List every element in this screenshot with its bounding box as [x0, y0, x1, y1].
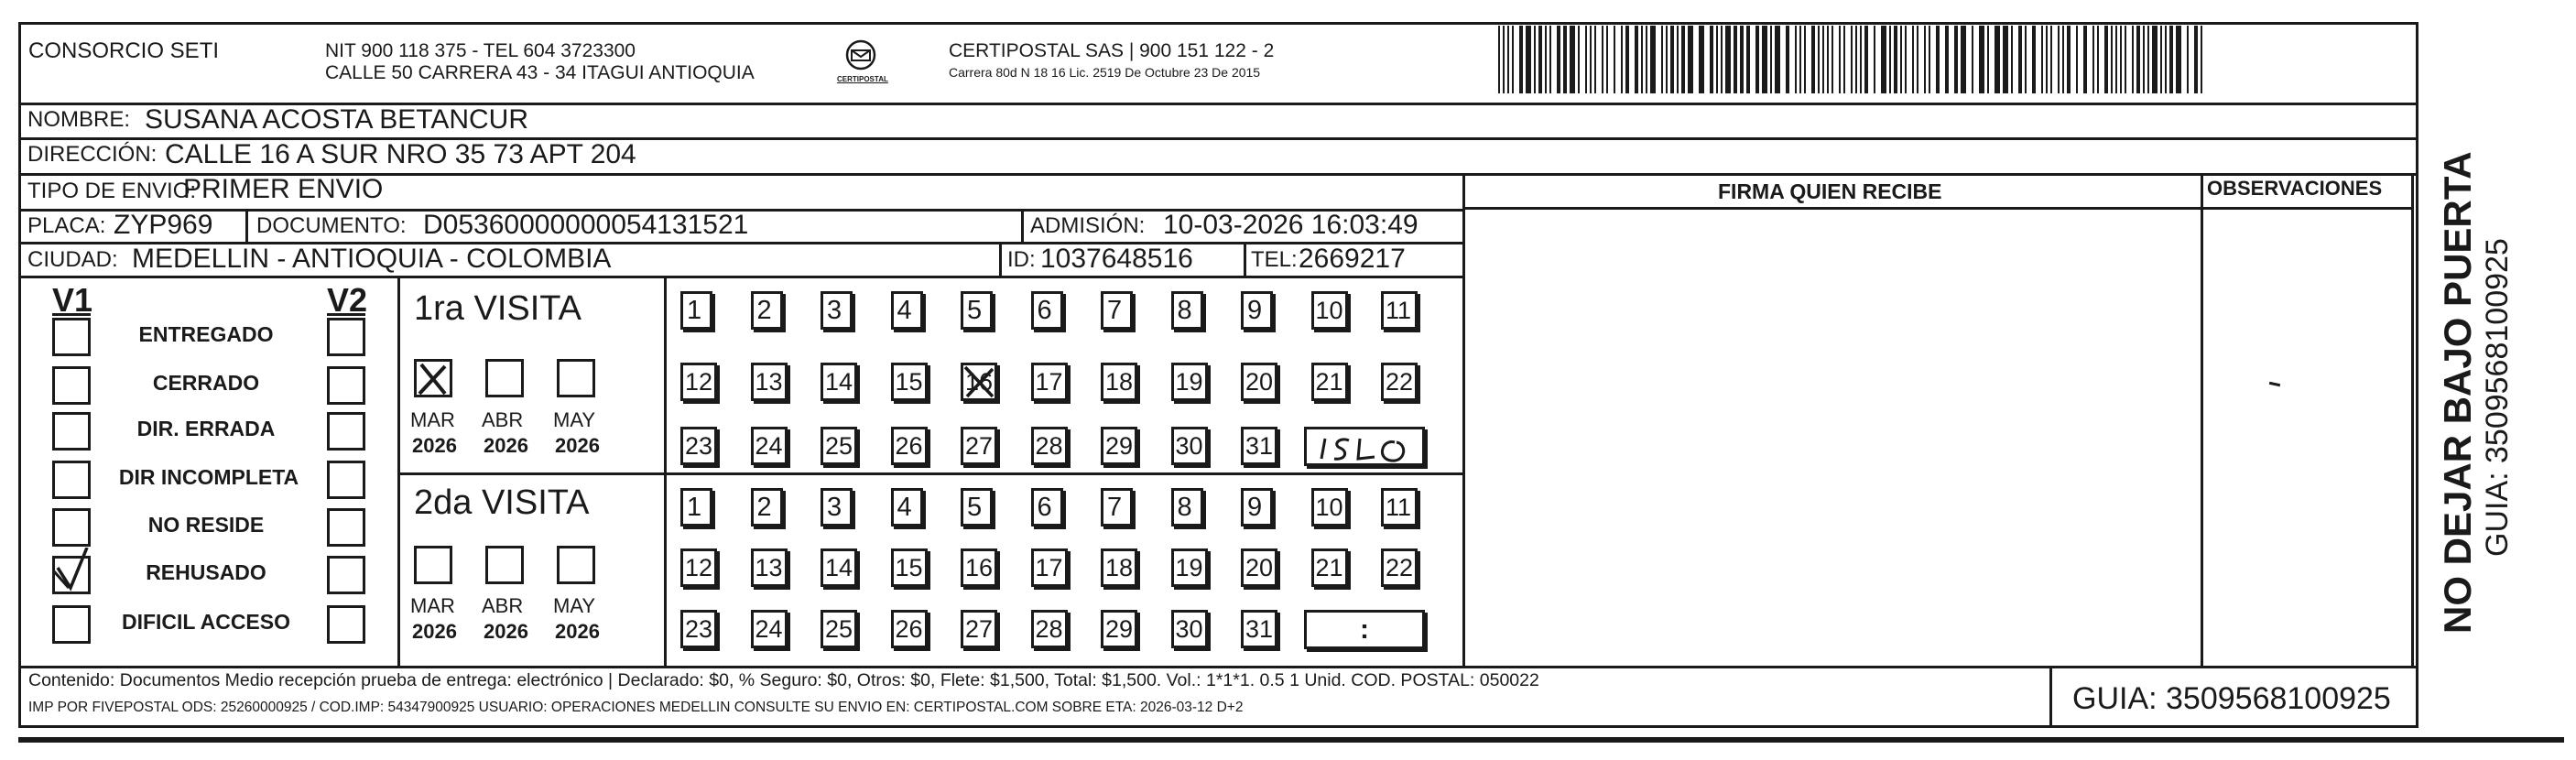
first-visit-title: 1ra VISITA	[414, 289, 582, 328]
day-box[interactable]	[1381, 488, 1418, 527]
month-checkbox[interactable]	[485, 359, 524, 397]
day-number: 11	[1386, 494, 1412, 521]
day-number: 31	[1245, 432, 1274, 460]
day-box[interactable]	[1241, 427, 1277, 465]
tel-label: TEL:	[1251, 247, 1298, 272]
year-label: 2026	[484, 620, 528, 643]
month-checkbox[interactable]	[557, 359, 595, 397]
day-box[interactable]	[1171, 488, 1203, 527]
month-label: MAR	[410, 594, 455, 617]
day-box[interactable]	[680, 427, 717, 465]
handwritten-time-mark	[1312, 431, 1422, 466]
day-number: 29	[1105, 615, 1134, 643]
day-number: 19	[1175, 368, 1203, 396]
day-box[interactable]	[1101, 363, 1137, 401]
firma-header: FIRMA QUIEN RECIBE	[1718, 179, 1942, 203]
day-number: 4	[897, 296, 912, 325]
divider	[18, 276, 1462, 278]
no-dejar-bajo-puerta-warning: NO DEJAR BAJO PUERTA	[2436, 151, 2479, 634]
day-number: 20	[1245, 554, 1274, 581]
year-label: 2026	[555, 620, 600, 643]
day-box[interactable]	[1171, 363, 1208, 401]
month-label: MAR	[410, 408, 455, 431]
day-number: 13	[755, 554, 783, 581]
day-number: 6	[1037, 296, 1052, 325]
day-number: 18	[1105, 554, 1134, 581]
day-number: 4	[897, 493, 912, 522]
status-label: DIR INCOMPLETA	[118, 465, 299, 489]
day-box[interactable]	[1031, 548, 1068, 587]
certipostal-line: CERTIPOSTAL SAS | 900 151 122 - 2	[949, 40, 1275, 61]
divider	[2411, 173, 2414, 666]
day-number: 3	[827, 296, 842, 325]
divider	[1021, 209, 1024, 242]
day-number: 30	[1175, 432, 1203, 460]
day-box[interactable]	[680, 488, 712, 527]
v1-header: V1	[52, 281, 93, 319]
v2-checkbox[interactable]	[327, 461, 365, 499]
day-number: 12	[685, 368, 713, 396]
day-number: 31	[1245, 615, 1274, 643]
day-number: 8	[1177, 493, 1192, 522]
id-value: 1037648516	[1040, 244, 1193, 274]
day-number: 2	[756, 296, 772, 325]
day-number: 16	[965, 368, 994, 396]
day-number: 24	[755, 432, 783, 460]
day-number: 23	[685, 615, 713, 643]
documento-value: D05360000000054131521	[423, 210, 749, 240]
day-number: 23	[685, 432, 713, 460]
day-box[interactable]	[1101, 427, 1137, 465]
footer-contents-line: Contenido: Documentos Medio recepción prueba de entrega: electrónico | Declarado: $0, % Seguro: $0, Otros: $0, Flete: $1,500, Total: $1,500. Vol.: 1*1*1. 0.5 1 Unid. COD. POSTAL: 050022	[28, 670, 1539, 690]
certipostal-logo	[835, 38, 886, 93]
observaciones-header: OBSERVACIONES	[2207, 177, 2383, 200]
day-number: 25	[825, 615, 853, 643]
ciudad-label: CIUDAD:	[27, 247, 118, 272]
month-checkbox[interactable]	[557, 546, 595, 584]
company-name: CONSORCIO SETI	[28, 38, 220, 63]
day-box[interactable]	[961, 363, 997, 401]
day-box[interactable]	[751, 427, 788, 465]
year-label: 2026	[484, 434, 528, 457]
v1-checkbox[interactable]	[52, 605, 91, 644]
day-number: 28	[1035, 615, 1063, 643]
day-number: 19	[1175, 554, 1203, 581]
day-box[interactable]	[821, 363, 857, 401]
day-number: 14	[825, 368, 853, 396]
footer-print-line: IMP POR FIVEPOSTAL ODS: 25260000925 / COD.IMP: 54347900925 USUARIO: OPERACIONES MEDELLIN CONSULTE SU ENVIO EN: CERTIPOSTAL.COM SOBRE ETA: 2026-03-12 D+2	[28, 700, 1244, 715]
day-number: 18	[1105, 368, 1134, 396]
month-label: MAY	[553, 408, 596, 431]
month-label: MAY	[553, 594, 596, 617]
footer-guia-number: GUIA: 3509568100925	[2072, 681, 2391, 716]
day-number: 11	[1386, 297, 1412, 324]
license-line: Carrera 80d N 18 16 Lic. 2519 De Octubre 23 De 2015	[949, 65, 1261, 80]
v1-checkbox[interactable]	[52, 461, 91, 499]
day-box[interactable]	[891, 363, 928, 401]
admision-label: ADMISIÓN:	[1030, 213, 1146, 238]
day-box[interactable]	[751, 548, 788, 587]
logo-text: CERTIPOSTAL	[837, 75, 888, 83]
day-number: 1	[687, 493, 702, 522]
day-box[interactable]	[1241, 548, 1277, 587]
day-box[interactable]	[821, 488, 853, 527]
footer-guia-box	[2049, 666, 2418, 728]
second-visit-title: 2da VISITA	[414, 483, 590, 522]
divider	[999, 242, 1002, 276]
day-number: 22	[1386, 368, 1414, 396]
divider	[397, 276, 400, 666]
day-box[interactable]	[1171, 548, 1208, 587]
day-box[interactable]	[1241, 610, 1277, 648]
v2-checkbox[interactable]	[327, 366, 365, 405]
day-box[interactable]	[1311, 363, 1348, 401]
day-box[interactable]	[1311, 291, 1348, 330]
v1-checkbox[interactable]	[52, 556, 91, 594]
year-label: 2026	[555, 434, 600, 457]
day-box[interactable]	[1101, 548, 1137, 587]
v2-checkbox[interactable]	[327, 605, 365, 644]
direccion-value: CALLE 16 A SUR NRO 35 73 APT 204	[165, 139, 636, 169]
day-number: 10	[1315, 494, 1343, 521]
day-box[interactable]	[751, 363, 788, 401]
day-box[interactable]	[1101, 488, 1133, 527]
nit-line: NIT 900 118 375 - TEL 604 3723300	[325, 40, 636, 61]
address-line: CALLE 50 CARRERA 43 - 34 ITAGUI ANTIOQUIA	[325, 62, 755, 83]
day-number: 25	[825, 432, 853, 460]
v2-checkbox[interactable]	[327, 412, 365, 451]
day-number: 28	[1035, 432, 1063, 460]
second-visit-time-box[interactable]	[1304, 610, 1425, 649]
day-box[interactable]	[1031, 427, 1068, 465]
v1-underline	[52, 313, 91, 316]
divider	[245, 209, 248, 242]
day-number: 21	[1315, 368, 1343, 396]
day-number: 9	[1247, 296, 1263, 325]
day-box[interactable]	[891, 488, 923, 527]
day-box[interactable]	[891, 291, 923, 330]
admision-value: 10-03-2026 16:03:49	[1163, 210, 1418, 240]
divider	[1462, 173, 1465, 666]
divider	[397, 472, 1462, 475]
v2-checkbox[interactable]	[327, 556, 365, 594]
day-number: 24	[755, 615, 783, 643]
day-box[interactable]	[1031, 291, 1063, 330]
barcode	[1498, 26, 2207, 93]
day-number: 17	[1035, 554, 1063, 581]
day-box[interactable]	[1171, 291, 1203, 330]
month-checkbox[interactable]	[414, 546, 452, 584]
day-number: 17	[1035, 368, 1063, 396]
v1-checkbox[interactable]	[52, 412, 91, 451]
day-box[interactable]	[1241, 291, 1273, 330]
day-number: 1	[687, 296, 702, 325]
day-box[interactable]	[961, 610, 997, 648]
month-checkbox[interactable]	[485, 546, 524, 584]
day-box[interactable]	[1381, 548, 1418, 587]
day-box[interactable]	[1311, 548, 1348, 587]
envelope-icon	[835, 38, 886, 93]
placa-value: ZYP969	[114, 210, 213, 240]
day-number: 14	[825, 554, 853, 581]
status-label: CERRADO	[152, 371, 260, 395]
day-box[interactable]	[751, 610, 788, 648]
month-label: ABR	[482, 408, 524, 431]
day-box[interactable]	[1381, 291, 1418, 330]
divider	[1462, 207, 2411, 210]
day-box[interactable]	[821, 291, 853, 330]
status-label: DIR. ERRADA	[136, 417, 276, 440]
day-number: 30	[1175, 615, 1203, 643]
ciudad-value: MEDELLIN - ANTIOQUIA - COLOMBIA	[132, 244, 612, 274]
id-label: ID:	[1007, 247, 1036, 272]
status-label: REHUSADO	[146, 560, 266, 584]
day-box[interactable]	[1101, 610, 1137, 648]
day-box[interactable]	[961, 488, 993, 527]
month-label: ABR	[482, 594, 524, 617]
day-number: 26	[895, 615, 923, 643]
day-box[interactable]	[1241, 488, 1273, 527]
day-number: 21	[1315, 554, 1343, 581]
bottom-shadow-line	[18, 737, 2564, 743]
tipo-envio-label: TIPO DE ENVIO:	[27, 179, 197, 203]
day-number: 6	[1037, 493, 1052, 522]
year-label: 2026	[412, 620, 457, 643]
divider	[2201, 173, 2203, 666]
day-box[interactable]	[1171, 427, 1208, 465]
v2-underline	[327, 313, 365, 316]
direccion-label: DIRECCIÓN:	[27, 142, 158, 167]
day-box[interactable]	[961, 427, 997, 465]
divider	[664, 276, 667, 666]
day-box[interactable]	[821, 427, 857, 465]
day-box[interactable]	[680, 363, 717, 401]
day-box[interactable]	[1311, 488, 1348, 527]
nombre-value: SUSANA ACOSTA BETANCUR	[145, 104, 528, 135]
day-number: 9	[1247, 493, 1263, 522]
divider	[1244, 242, 1246, 276]
day-box[interactable]	[751, 488, 783, 527]
day-box[interactable]	[891, 610, 928, 648]
day-box[interactable]	[751, 291, 783, 330]
day-number: 7	[1107, 296, 1123, 325]
day-box[interactable]	[1031, 363, 1068, 401]
day-box[interactable]	[1381, 363, 1418, 401]
day-number: 8	[1177, 296, 1192, 325]
v1-checkbox[interactable]	[52, 318, 91, 356]
day-number: 5	[967, 296, 983, 325]
day-box[interactable]	[1241, 363, 1277, 401]
day-number: 13	[755, 368, 783, 396]
day-number: 16	[965, 554, 994, 581]
x-mark-icon	[962, 364, 998, 400]
placa-label: PLACA:	[27, 213, 106, 238]
day-box[interactable]	[680, 548, 717, 587]
day-number: 26	[895, 432, 923, 460]
v2-checkbox[interactable]	[327, 508, 365, 547]
day-box[interactable]	[821, 548, 857, 587]
day-box[interactable]	[680, 291, 712, 330]
v1-checkbox[interactable]	[52, 366, 91, 405]
day-number: 3	[827, 493, 842, 522]
day-number: 27	[965, 432, 994, 460]
year-label: 2026	[412, 434, 457, 457]
day-number: 27	[965, 615, 994, 643]
day-box[interactable]	[891, 548, 928, 587]
status-label: DIFICIL ACCESO	[121, 610, 290, 634]
day-number: 2	[756, 493, 772, 522]
first-visit-time-box[interactable]	[1304, 427, 1425, 466]
day-number: 10	[1315, 297, 1343, 324]
day-box[interactable]	[961, 548, 997, 587]
day-box[interactable]	[1031, 610, 1068, 648]
day-box[interactable]	[680, 610, 717, 648]
day-box[interactable]	[891, 427, 928, 465]
day-number: 20	[1245, 368, 1274, 396]
v1-checkbox[interactable]	[52, 508, 91, 547]
check-mark-icon	[52, 548, 92, 593]
day-box[interactable]	[1101, 291, 1133, 330]
day-box[interactable]	[821, 610, 857, 648]
tipo-envio-value: PRIMER ENVIO	[183, 174, 384, 204]
day-box[interactable]	[1031, 488, 1063, 527]
status-label: ENTREGADO	[138, 322, 274, 346]
status-label: NO RESIDE	[147, 513, 265, 537]
day-number: 7	[1107, 493, 1123, 522]
month-checkbox[interactable]	[414, 359, 452, 397]
side-guia-number: GUIA: 3509568100925	[2480, 238, 2515, 557]
v2-checkbox[interactable]	[327, 318, 365, 356]
time-placeholder: :	[1360, 614, 1369, 645]
day-number: 15	[895, 554, 923, 581]
day-number: 29	[1105, 432, 1134, 460]
day-number: 5	[967, 493, 983, 522]
day-number: 15	[895, 368, 923, 396]
v2-header: V2	[327, 281, 368, 319]
day-box[interactable]	[1171, 610, 1208, 648]
x-mark-icon	[414, 359, 452, 397]
nombre-label: NOMBRE:	[27, 107, 131, 132]
tel-value: 2669217	[1299, 244, 1406, 274]
day-box[interactable]	[961, 291, 993, 330]
day-number: 22	[1386, 554, 1414, 581]
day-number: 12	[685, 554, 713, 581]
documento-label: DOCUMENTO:	[256, 213, 407, 238]
